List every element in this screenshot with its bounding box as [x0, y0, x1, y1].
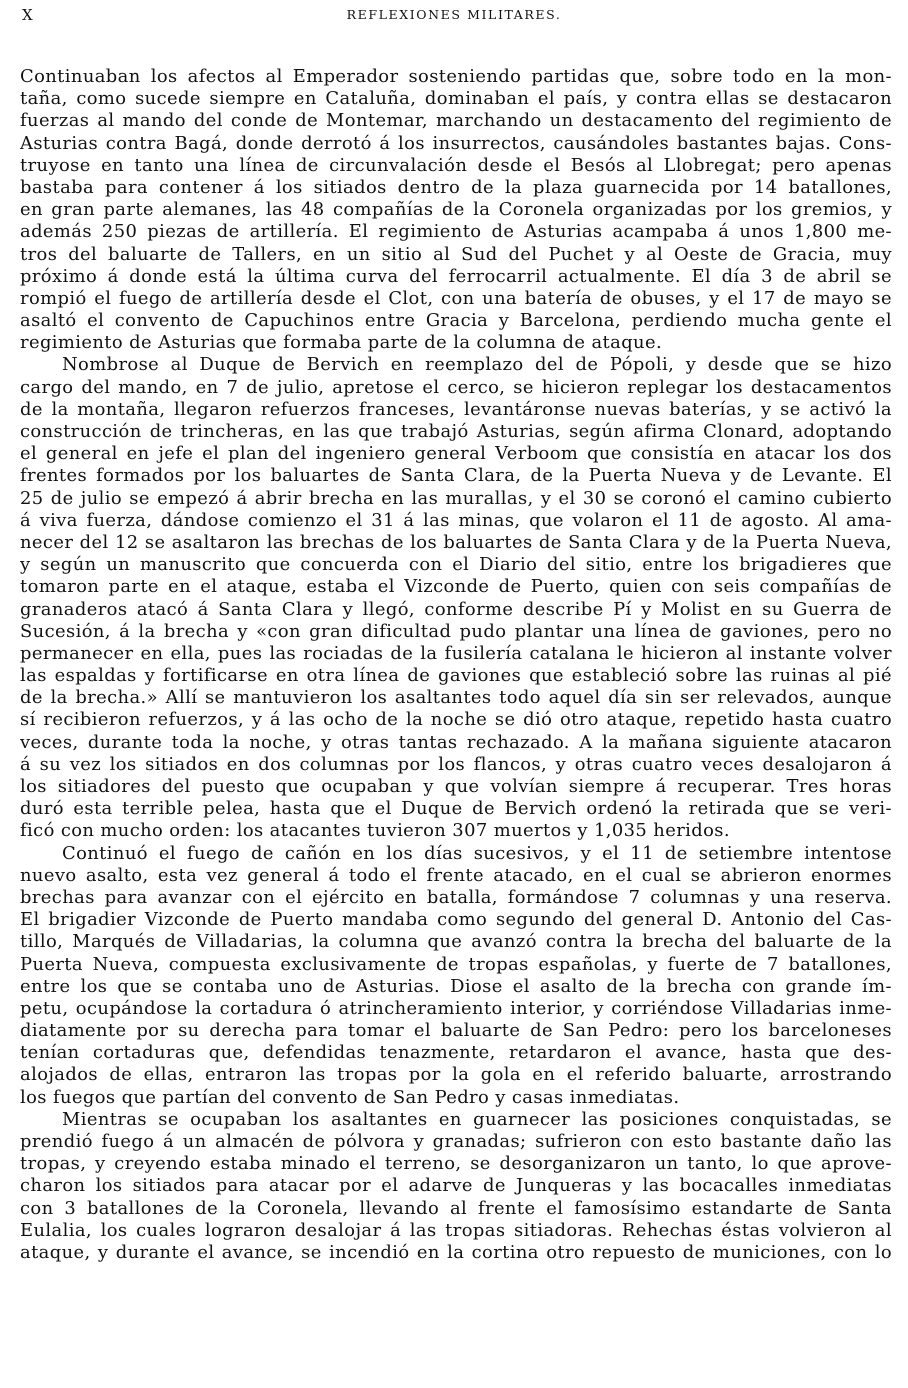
text-line: además 250 piezas de artillería. El regimiento de Asturias acampaba á unos 1,800 me-	[20, 221, 892, 243]
text-line: tropas, y creyendo estaba minado el terreno, se desorganizaron un tanto, lo que aprove-	[20, 1153, 892, 1175]
text-line: prendió fuego á un almacén de pólvora y granadas; sufrieron con esto bastante daño las	[20, 1131, 892, 1152]
text-line: fuerzas al mando del conde de Montemar, marchando un destacamento del regimiento de	[20, 110, 892, 132]
text-line: duró esta terrible pelea, hasta que el Duque de Bervich ordenó la retirada que se veri-	[20, 798, 892, 820]
text-line: próximo á donde está la última curva del ferrocarril actualmente. El día 3 de abril se	[20, 265, 892, 287]
text-line: necer del 12 se asaltaron las brechas de los baluartes de Santa Clara y de la Puerta Nueva,	[20, 531, 892, 553]
text-line: ataque, y durante el avance, se incendió en la cortina otro repuesto de municiones, con lo	[20, 1241, 892, 1263]
text-line: Mientras se ocupaban los asaltantes en guarnecer las posiciones conquistadas, se	[62, 1108, 892, 1130]
text-line: 25 de julio se empezó á abrir brecha en las murallas, y el 30 se coronó el camino cubierto	[20, 487, 892, 509]
paragraph-4	[20, 1109, 892, 1264]
text-line: Puerta Nueva, compuesta exclusivamente de tropas españolas, y fuerte de 7 batallones,	[20, 953, 892, 975]
body-text	[20, 66, 892, 1264]
text-line: las espaldas y fortificarse en otra línea de gaviones que estableció sobre las ruinas al pié	[20, 665, 892, 687]
text-line: granaderos atacó á Santa Clara y llegó, conforme describe Pí y Molist en su Guerra de	[20, 598, 892, 620]
text-line: los sitiadores del puesto que ocupaban y que volvían siempre á recuperar. Tres horas	[20, 776, 892, 797]
text-line: frentes formados por los baluartes de Santa Clara, de la Puerta Nueva y de Levante. El	[20, 465, 892, 487]
running-title: REFLEXIONES MILITARES.	[346, 7, 562, 22]
text-line: permanecer en ella, pues las rociadas de la fusilería catalana le hicieron al instante volver	[20, 642, 892, 664]
text-line: Sucesión, á la brecha y «con gran dificultad pudo plantar una línea de gaviones, pero no	[20, 620, 892, 642]
text-line: rompió el fuego de artillería desde el Clot, con una batería de obuses, y el 17 de mayo se	[20, 287, 892, 309]
text-line: Asturias contra Bagá, donde derrotó á los insurrectos, causándoles bastantes bajas. Cons-	[20, 132, 892, 154]
text-line: asaltó el convento de Capuchinos entre Gracia y Barcelona, perdiendo mucha gente el	[20, 310, 892, 332]
text-line: tros del baluarte de Tallers, en un sitio al Sud del Puchet y al Oeste de Gracia, muy	[20, 243, 892, 265]
text-line: de la brecha.» Allí se mantuvieron los asaltantes todo aquel día sin ser relevados, aunque	[20, 687, 892, 709]
text-line: con 3 batallones de la Coronela, llevando al frente el famosísimo estandarte de Santa	[20, 1197, 892, 1219]
text-line: tenían cortaduras que, defendidas tenazmente, retardaron el avance, hasta que des-	[20, 1042, 892, 1064]
text-line: nuevo asalto, esta vez general á todo el frente atacado, en el cual se abrieron enormes	[20, 864, 892, 886]
text-line: El brigadier Vizconde de Puerto mandaba como segundo del general D. Antonio del Cas-	[20, 909, 892, 931]
text-line: á su vez los sitiados en dos columnas por los flancos, y otras cuatro veces desalojaron á	[20, 753, 892, 775]
paragraph-2	[20, 354, 892, 842]
text-line: sí recibieron refuerzos, y á las ocho de la noche se dió otro ataque, repetido hasta cuatro	[20, 709, 892, 731]
paragraph-3	[20, 843, 892, 1109]
text-line: regimiento de Asturias que formaba parte de la columna de ataque.	[20, 332, 663, 354]
text-line: petu, ocupándose la cortadura ó atrincheramiento interior, y corriéndose Villadarias inme-	[20, 997, 892, 1019]
text-line: truyose en tanto una línea de circunvalación desde el Besós al Llobregat; pero apenas	[20, 154, 892, 176]
page-number: X	[22, 6, 35, 24]
text-line: Continuó el fuego de cañón en los días sucesivos, y el 11 de setiembre intentose	[62, 842, 892, 864]
text-line: diatamente por su derecha para tomar el baluarte de San Pedro: pero los barceloneses	[20, 1020, 892, 1042]
text-line: cargo del mando, en 7 de julio, apretose el cerco, se hicieron replegar los destacamentos	[20, 376, 892, 398]
text-line: veces, durante toda la noche, y otras tantas rechazado. A la mañana siguiente atacaron	[20, 731, 892, 753]
text-line: y según un manuscrito que concuerda con el Diario del sitio, entre los brigadieres que	[20, 554, 892, 576]
text-line: á viva fuerza, dándose comienzo el 31 á las minas, que volaron el 11 de agosto. Al ama-	[20, 509, 892, 531]
text-line: Eulalia, los cuales lograron desalojar á las tropas sitiadoras. Rehechas éstas volvieron al	[20, 1219, 892, 1241]
text-line: entre los que se contaba uno de Asturias. Diose el asalto de la brecha con grande ím-	[20, 975, 892, 997]
text-line: construcción de trincheras, en las que trabajó Asturias, según afirma Clonard, adoptando	[20, 421, 892, 442]
text-line: charon los sitiados para atacar por el adarve de Junqueras y las bocacalles inmediatas	[20, 1175, 892, 1197]
text-line: tomaron parte en el ataque, estaba el Vizconde de Puerto, quien con seis compañías de	[20, 576, 892, 598]
text-line: el general en jefe el plan del ingeniero general Verboom que consistía en atacar los dos	[20, 443, 892, 465]
text-line: en gran parte alemanes, las 48 compañías de la Coronela organizadas por los gremios, y	[20, 199, 892, 221]
running-header	[22, 6, 886, 30]
text-line: brechas para avanzar con el ejército en batalla, formándose 7 columnas y una reserva.	[20, 886, 892, 908]
text-line: los fuegos que partían del convento de San Pedro y casas inmediatas.	[20, 1086, 680, 1108]
paragraph-1	[20, 66, 892, 354]
text-line: Continuaban los afectos al Emperador sosteniendo partidas que, sobre todo en la mon-	[20, 66, 892, 87]
text-line: alojados de ellas, entraron las tropas por la gola en el referido baluarte, arrostrando	[20, 1064, 892, 1086]
text-line: Nombrose al Duque de Bervich en reemplazo del de Pópoli, y desde que se hizo	[62, 354, 892, 376]
text-line: ficó con mucho orden: los atacantes tuvieron 307 muertos y 1,035 heridos.	[20, 820, 730, 842]
text-line: de la montaña, llegaron refuerzos franceses, levantáronse nuevas baterías, y se activó la	[20, 398, 892, 420]
text-line: tillo, Marqués de Villadarias, la columna que avanzó contra la brecha del baluarte de la	[20, 931, 892, 953]
text-line: taña, como sucede siempre en Cataluña, dominaban el país, y contra ellas se destacaron	[20, 88, 892, 110]
text-line: bastaba para contener á los sitiados dentro de la plaza guarnecida por 14 batallones,	[20, 176, 892, 198]
